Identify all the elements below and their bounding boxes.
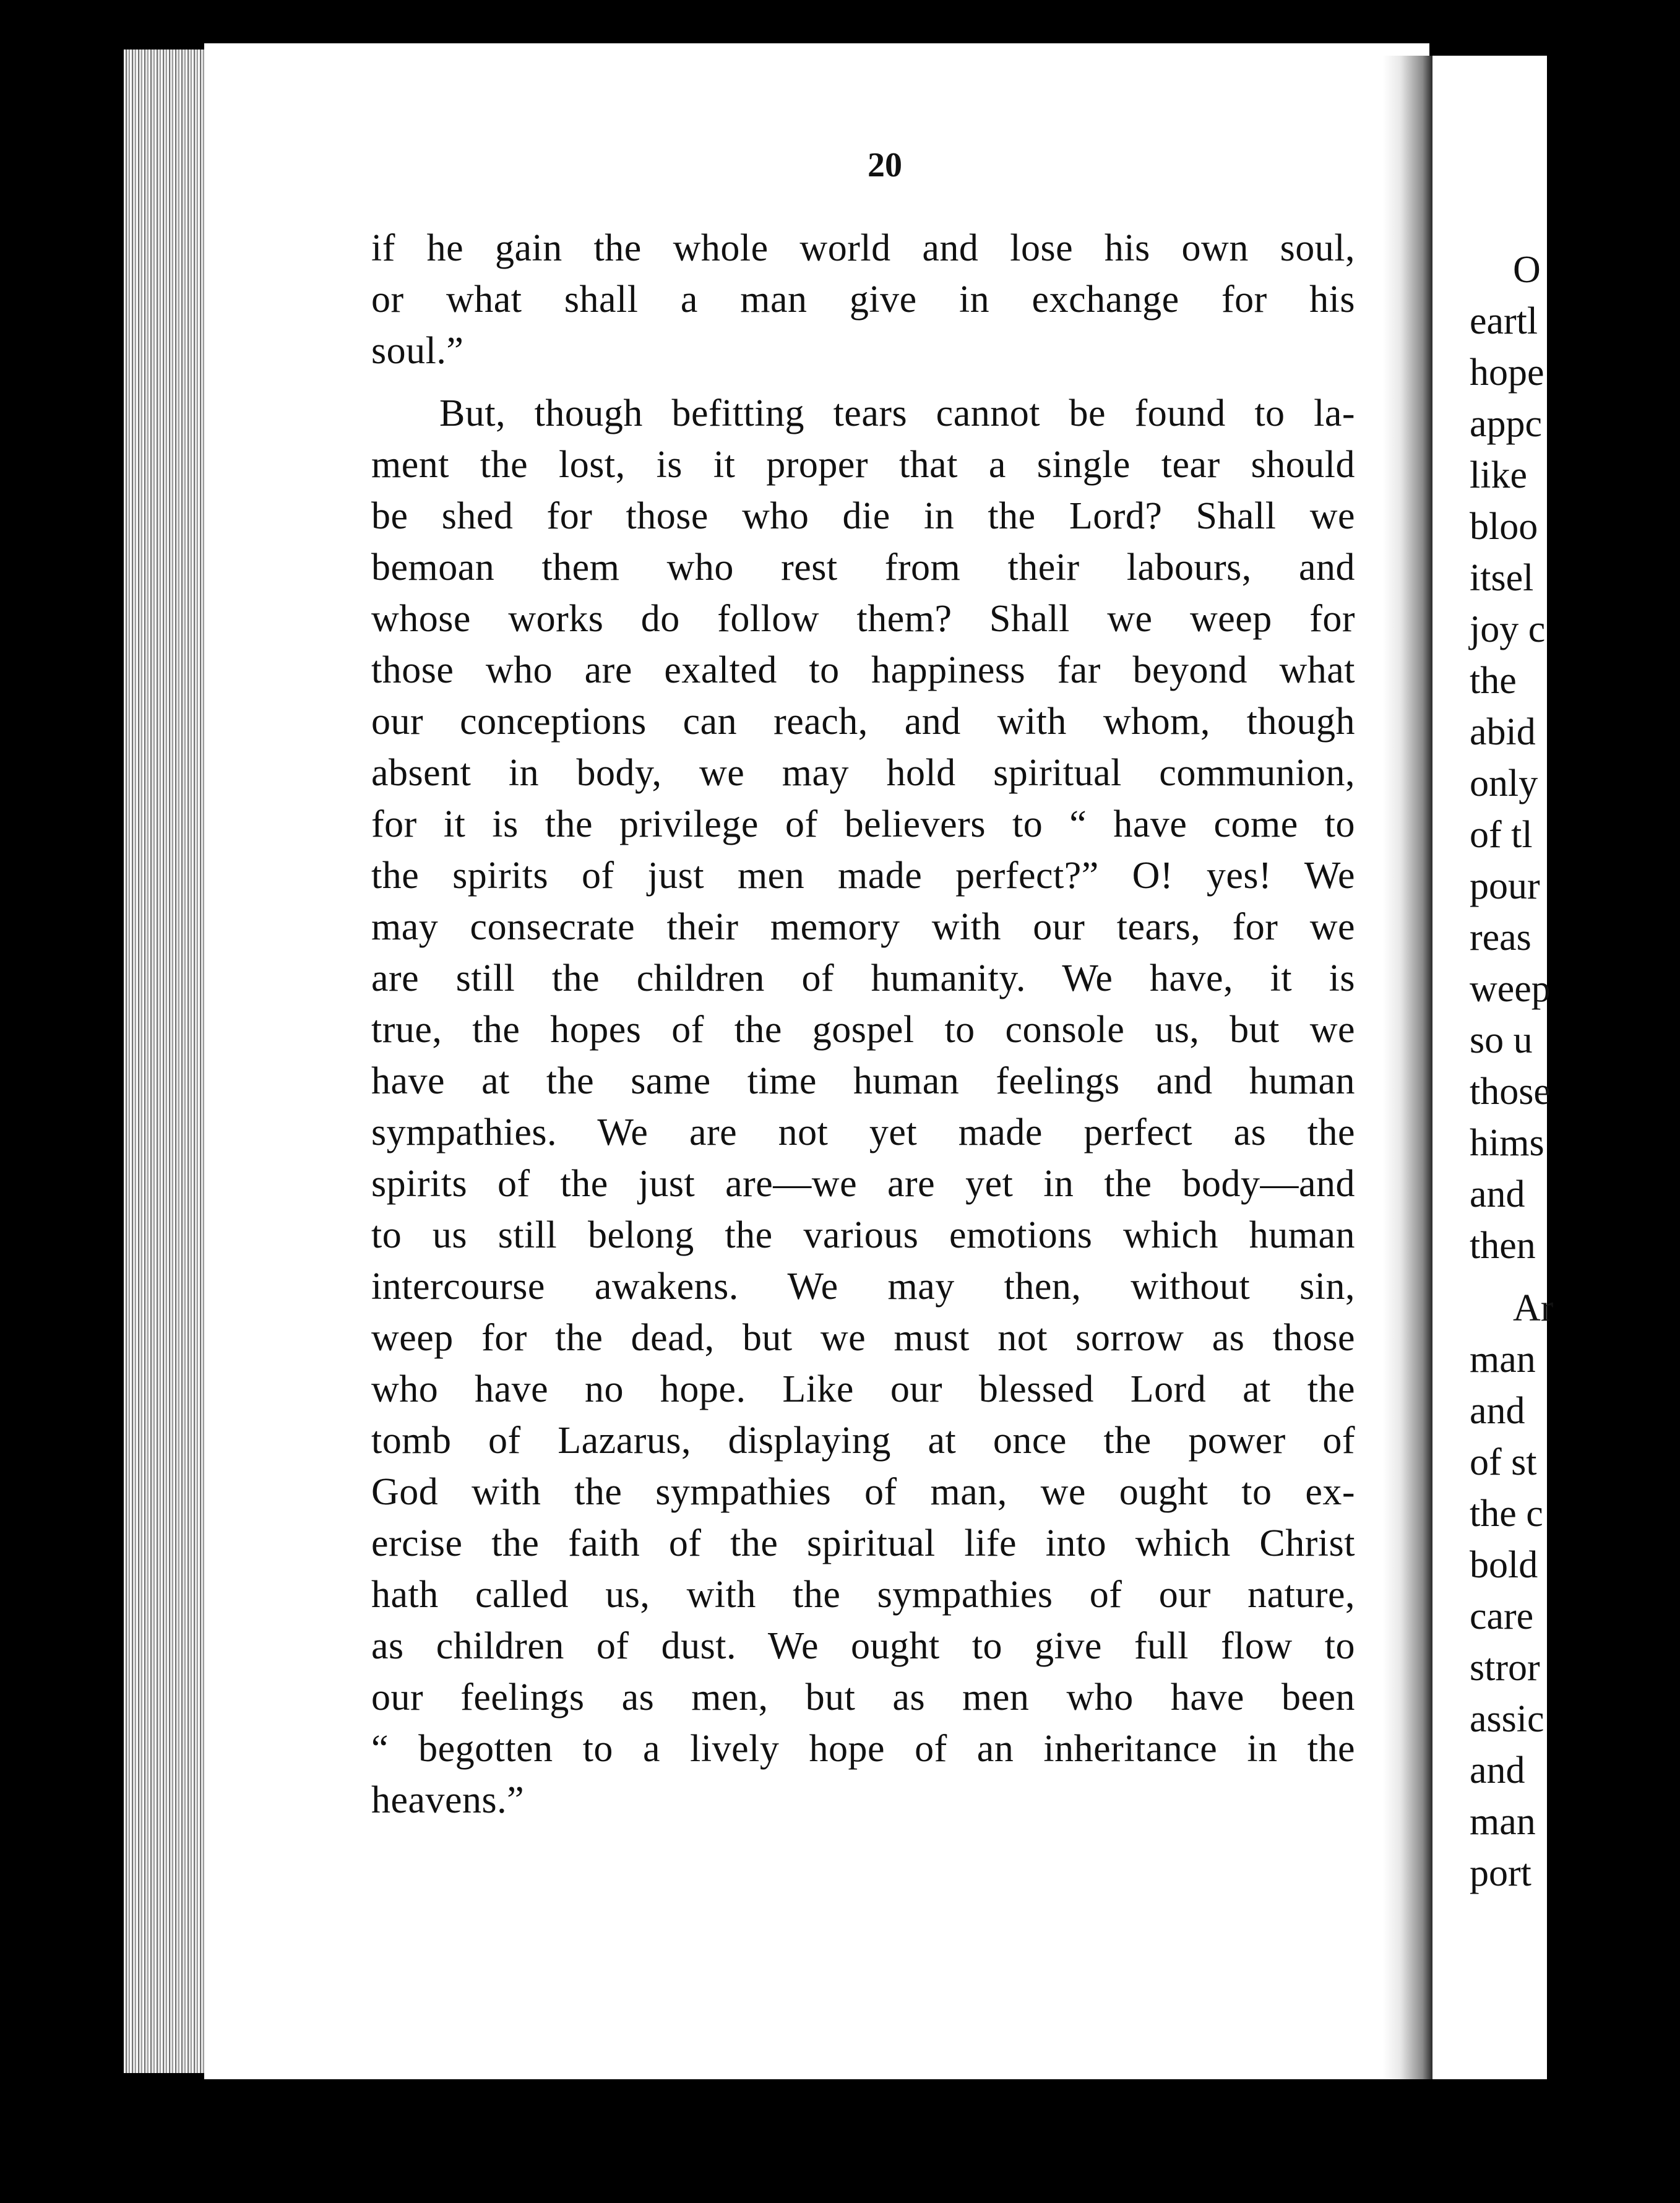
text-line: abid: [1470, 711, 1536, 753]
text-line: joy c: [1470, 608, 1546, 650]
text-line: our feelings as men, but as men who have been: [371, 1676, 1355, 1718]
text-line: whose works do follow them? Shall we weep for: [371, 598, 1355, 640]
text-line: then: [1470, 1225, 1536, 1267]
text-line: or what shall a man give in exchange for his: [371, 278, 1355, 321]
text-line: pour: [1470, 865, 1540, 907]
text-line: O: [1513, 249, 1541, 291]
text-line: soul.”: [371, 330, 464, 372]
text-line: appc: [1470, 403, 1543, 445]
text-line: who have no hope. Like our blessed Lord at the: [371, 1368, 1355, 1410]
text-line: as children of dust. We ought to give full flow to: [371, 1625, 1355, 1667]
text-line: weep for the dead, but we must not sorrow as those: [371, 1317, 1355, 1359]
text-line: absent in body, we may hold spiritual communion,: [371, 752, 1355, 794]
text-line: to us still belong the various emotions which human: [371, 1214, 1355, 1256]
text-line: man: [1470, 1339, 1536, 1381]
text-line: “ begotten to a lively hope of an inheritance in the: [371, 1728, 1355, 1770]
text-line: if he gain the whole world and lose his own soul,: [371, 227, 1355, 269]
right-page-text: [1432, 244, 1680, 1899]
text-line: bold: [1470, 1544, 1538, 1586]
text-line: ercise the faith of the spiritual life into which Christ: [371, 1522, 1355, 1564]
text-line: like: [1470, 454, 1527, 496]
text-line: reas: [1470, 916, 1531, 959]
text-line: tomb of Lazarus, displaying at once the power of: [371, 1420, 1355, 1462]
text-line: intercourse awakens. We may then, without sin,: [371, 1265, 1355, 1308]
text-line: of tl: [1470, 814, 1533, 856]
text-line: sympathies. We are not yet made perfect as the: [371, 1111, 1355, 1153]
text-line: stror: [1470, 1647, 1540, 1689]
text-line: those who are exalted to happiness far beyond what: [371, 649, 1355, 691]
text-line: those: [1470, 1071, 1551, 1113]
page-edges: [124, 50, 210, 2073]
text-line: care: [1470, 1595, 1534, 1637]
text-line: eartl: [1470, 300, 1538, 342]
text-line: our conceptions can reach, and with whom, though: [371, 701, 1355, 743]
text-line: hope: [1470, 351, 1544, 394]
text-line: have at the same time human feelings and human: [371, 1060, 1355, 1102]
text-line: so u: [1470, 1019, 1533, 1061]
text-line: of st: [1470, 1441, 1537, 1483]
text-line: port: [1470, 1852, 1531, 1894]
text-line: heavens.”: [371, 1779, 525, 1821]
left-page-text: [371, 223, 1355, 1826]
text-line: and: [1470, 1173, 1525, 1215]
right-page: [1432, 56, 1554, 2079]
text-line: God with the sympathies of man, we ought to ex-: [371, 1471, 1355, 1513]
text-line: spirits of the just are—we are yet in the body—and: [371, 1163, 1355, 1205]
text-line: for it is the privilege of believers to “ have come to: [371, 803, 1355, 845]
text-line: weep: [1470, 968, 1551, 1010]
text-line: may consecrate their memory with our tears, for we: [371, 906, 1355, 948]
text-line: hath called us, with the sympathies of our nature,: [371, 1574, 1355, 1616]
text-line: assic: [1470, 1698, 1544, 1740]
text-line: the: [1470, 660, 1517, 702]
text-line: itsel: [1470, 557, 1534, 599]
text-line: and: [1470, 1749, 1525, 1791]
text-line: ment the lost, is it proper that a single tear should: [371, 444, 1355, 486]
text-line: only: [1470, 762, 1538, 804]
text-line: But, though befitting tears cannot be found to la-: [439, 392, 1355, 434]
page-number: 20: [868, 146, 902, 184]
text-line: Ar: [1513, 1287, 1554, 1329]
text-line: bloo: [1470, 506, 1538, 548]
text-line: are still the children of humanity. We have, it is: [371, 957, 1355, 999]
text-line: and: [1470, 1390, 1525, 1432]
book-gutter: [1383, 56, 1432, 2079]
text-line: the spirits of just men made perfect?” O! yes! We: [371, 855, 1355, 897]
text-line: man: [1470, 1801, 1536, 1843]
text-line: the c: [1470, 1493, 1543, 1535]
text-line: be shed for those who die in the Lord? Shall we: [371, 495, 1355, 537]
text-line: true, the hopes of the gospel to console us, but we: [371, 1009, 1355, 1051]
text-line: bemoan them who rest from their labours, and: [371, 546, 1355, 588]
text-line: hims: [1470, 1122, 1544, 1164]
